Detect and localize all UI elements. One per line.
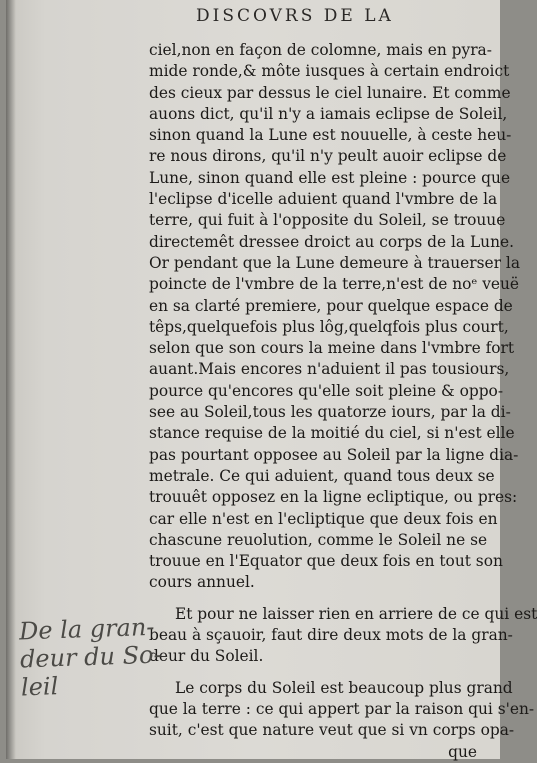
text-line: suit, c'est que nature veut que si vn corps opa- [149,721,515,740]
paragraph-eclipse [149,40,521,594]
text-line: terre, qui fuit à l'opposite du Soleil, se trouue [149,211,506,230]
text-line: auant.Mais encores n'aduient il pas tousiours, [149,360,510,379]
text-line: ciel,non en façon de colomne, mais en pyra- [149,41,492,59]
margin-note-line: De la gran- [18,612,155,646]
paragraph-size-intro [149,604,537,668]
margin-note-line: leil [20,672,59,702]
text-line: poincte de l'vmbre de la terre,n'est de noᵉ veuë [149,275,520,294]
text-line: beau à sçauoir, faut dire deux mots de la gran- [149,626,513,645]
text-line: des cieux par dessus le ciel lunaire. Et comme [149,83,511,102]
running-head: DISCOVRS DE LA [196,6,394,26]
text-line: pas pourtant opposee au Soleil par la ligne dia- [149,445,519,464]
text-line: Le corps du Soleil est beaucoup plus grand [175,678,513,697]
text-line: metrale. Ce qui aduient, quand tous deux se [149,466,495,485]
text-line: directemêt dressee droict au corps de la Lune. [149,232,515,251]
text-line: cours annuel. [149,573,255,592]
handwritten-margin-note [19,613,163,702]
text-line: Lune, sinon quand elle est pleine : pource que [149,168,511,187]
paragraph-gap [149,668,477,678]
text-line: sinon quand la Lune est nouuelle, à ceste heu- [149,126,512,145]
text-line: auons dict, qu'il n'y a iamais eclipse de Soleil, [149,104,508,123]
text-line: têps,quelquefois plus lôg,quelqfois plus court, [149,317,509,336]
text-line: chascune reuolution, comme le Soleil ne se [149,530,488,549]
text-line: mide ronde,& môte iusques à certain endroict [149,62,510,81]
margin-note-line: deur du So- [19,640,163,674]
main-text [149,40,537,763]
catchword: que [448,742,477,761]
text-line: re nous dirons, qu'il n'y peult auoir eclipse de [149,147,507,166]
text-line: selon que son cours la meine dans l'vmbre fort [149,339,515,358]
book-page [6,0,537,761]
text-line: que la terre : ce qui appert par la raison qui s'en- [149,699,535,718]
paragraph-sun-body [149,678,535,742]
text-line: stance requise de la moitié du ciel, si n'est elle [149,424,515,443]
text-line: l'eclipse d'icelle aduient quand l'vmbre de la [149,190,498,209]
page-gutter-shadow [6,0,16,759]
text-line: trouue en l'Equator que deux fois en tout son [149,552,503,571]
paragraph-gap [149,594,477,604]
text-line: Or pendant que la Lune demeure à trauerser la [149,253,521,272]
text-line: en sa clarté premiere, pour quelque espace de [149,296,513,315]
text-line: Et pour ne laisser rien en arriere de ce qui est [175,604,537,623]
text-line: see au Soleil,tous les quatorze iours, par la di- [149,403,511,422]
text-line: pource qu'encores qu'elle soit pleine & oppo- [149,381,504,400]
text-line: deur du Soleil. [149,647,264,666]
text-line: car elle n'est en l'ecliptique que deux fois en [149,509,498,528]
text-line: trouuêt opposez en la ligne ecliptique, ou pres: [149,488,518,507]
